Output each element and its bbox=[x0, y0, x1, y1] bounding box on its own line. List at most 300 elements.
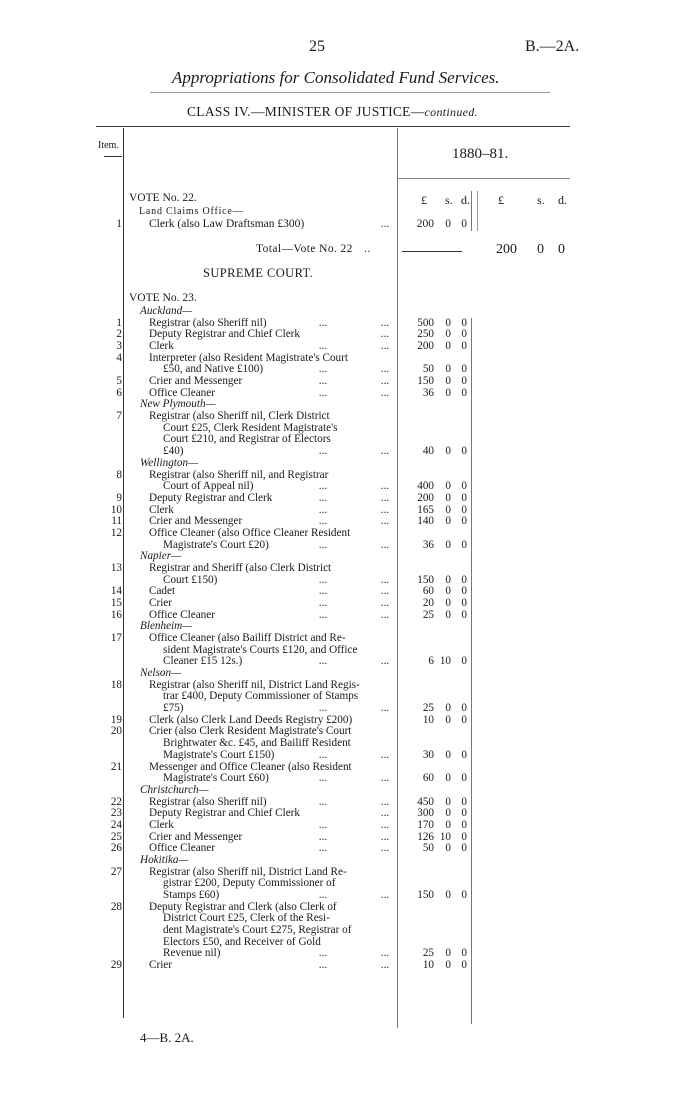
item-description: Office Cleaner (also Office Cleaner Resident bbox=[149, 526, 351, 539]
leader-dots-left: ... bbox=[318, 363, 328, 376]
item-description-continued: Brightwater &c. £45, and Bailiff Resident bbox=[163, 737, 351, 750]
vote-23-item-continuation bbox=[0, 645, 700, 657]
vote-23-item bbox=[0, 843, 700, 855]
amount-pounds: 10 bbox=[422, 959, 434, 972]
amount-pounds: 30 bbox=[422, 748, 434, 761]
vote-22-total-pence: 0 bbox=[558, 242, 565, 257]
item-description-continued: Court £210, and Registrar of Electors bbox=[163, 433, 331, 446]
vote-23-item bbox=[0, 960, 700, 972]
item-description-continued: gistrar £200, Deputy Commissioner of bbox=[163, 877, 336, 890]
item-number: 25 bbox=[110, 830, 122, 843]
leader-dots-left: ... bbox=[318, 515, 328, 528]
amount-pounds: 165 bbox=[417, 503, 434, 516]
item-column-header: Item. bbox=[98, 140, 119, 151]
vote-23-item-continuation bbox=[0, 937, 700, 949]
item-number: 28 bbox=[110, 900, 122, 913]
currency-pound-header-1: £ bbox=[421, 193, 427, 207]
leader-dots: ... bbox=[380, 218, 390, 230]
item-number: 9 bbox=[116, 491, 122, 504]
location-name: Auckland— bbox=[140, 305, 193, 317]
vote-22-total-pounds: 200 bbox=[496, 242, 517, 257]
vote-22-total-shillings: 0 bbox=[537, 242, 544, 257]
amount-pounds: 200 bbox=[417, 340, 434, 353]
amount-pence: 0 bbox=[461, 503, 467, 516]
amount-shillings: 0 bbox=[445, 947, 451, 960]
amount-shillings: 0 bbox=[445, 842, 451, 855]
currency-pound-header-2: £ bbox=[498, 193, 504, 207]
item-number: 16 bbox=[110, 608, 122, 621]
item-header-rule bbox=[104, 156, 122, 157]
item-number: 21 bbox=[110, 760, 122, 773]
amount-pounds: 50 bbox=[422, 842, 434, 855]
vote-23-item bbox=[0, 388, 700, 400]
leader-dots: ... bbox=[380, 375, 390, 388]
leader-dots-left: ... bbox=[318, 818, 328, 831]
item-number: 29 bbox=[110, 959, 122, 972]
leader-dots-left: ... bbox=[318, 480, 328, 493]
item-description-continued: trar £400, Deputy Commissioner of Stamps bbox=[163, 690, 359, 703]
location-heading bbox=[0, 458, 700, 470]
amount-shillings: 0 bbox=[445, 480, 451, 493]
item-description-continued: Electors £50, and Receiver of Gold bbox=[163, 935, 321, 948]
amount-pounds: 150 bbox=[417, 573, 434, 586]
amount-shillings: 0 bbox=[445, 748, 451, 761]
item-number: 15 bbox=[110, 597, 122, 609]
item-number: 7 bbox=[116, 410, 122, 423]
item-number: 12 bbox=[110, 526, 122, 539]
vote-23-item-continuation bbox=[0, 750, 700, 762]
vote-23-heading: VOTE No. 23. bbox=[129, 292, 197, 304]
location-name: Christchurch— bbox=[140, 783, 209, 796]
leader-dots-left: ... bbox=[318, 573, 328, 586]
page-footer: 4—B. 2A. bbox=[140, 1030, 194, 1045]
leader-dots: ... bbox=[380, 445, 390, 458]
vote-23-item bbox=[0, 633, 700, 645]
amount-pounds: 25 bbox=[422, 702, 434, 715]
vote-23-item bbox=[0, 528, 700, 540]
item-description: Registrar and Sheriff (also Clerk District bbox=[149, 561, 332, 574]
currency-shilling-header-2: s. bbox=[537, 193, 545, 207]
table-top-rule bbox=[96, 126, 570, 127]
vote-23-item-continuation bbox=[0, 703, 700, 715]
item-description: Crier (also Clerk Resident Magistrate's Court bbox=[149, 725, 352, 738]
amount-pounds: 6 bbox=[428, 655, 434, 668]
leader-dots-left: ... bbox=[318, 830, 328, 843]
leader-dots: ... bbox=[380, 842, 390, 855]
amount-pounds: 40 bbox=[422, 445, 434, 458]
amount-pence: 0 bbox=[461, 818, 467, 831]
location-name: Hokitika— bbox=[140, 853, 189, 866]
item-description: Registrar (also Sheriff nil, District Land Regis- bbox=[149, 678, 360, 691]
amount-pounds: 200 bbox=[416, 218, 434, 230]
amount-pence: 0 bbox=[461, 538, 467, 551]
location-name: Wellington— bbox=[140, 456, 199, 469]
vote-23-item-continuation bbox=[0, 691, 700, 703]
leader-dots: ... bbox=[380, 538, 390, 551]
item-description-continued: £75) bbox=[163, 702, 184, 715]
amount-pence: 0 bbox=[461, 947, 467, 960]
amount-pounds: 150 bbox=[417, 375, 434, 388]
title-rule bbox=[150, 92, 550, 93]
vote-23-item-continuation bbox=[0, 890, 700, 902]
vote-23-item-continuation bbox=[0, 540, 700, 552]
vote-23-item-continuation bbox=[0, 434, 700, 446]
amount-pence: 0 bbox=[461, 702, 467, 715]
leader-dots-left: ... bbox=[318, 340, 328, 353]
amount-shillings: 0 bbox=[445, 597, 451, 609]
item-number: 23 bbox=[110, 807, 122, 820]
leader-dots-left: ... bbox=[318, 445, 328, 458]
vote-23-item-continuation bbox=[0, 948, 700, 960]
location-name: Nelson— bbox=[140, 667, 182, 680]
item-number: 1 bbox=[116, 218, 122, 230]
location-heading bbox=[0, 399, 700, 411]
leader-dots: ... bbox=[380, 772, 390, 785]
item-description: Registrar (also Sheriff nil, Clerk District bbox=[149, 410, 330, 423]
vote-23-item bbox=[0, 867, 700, 879]
vote-22-total-rule-left bbox=[402, 251, 462, 252]
item-description-continued: Magistrate's Court £150) bbox=[163, 748, 275, 761]
total-dots: .. bbox=[364, 243, 371, 255]
vote-23-item bbox=[0, 762, 700, 774]
leader-dots: ... bbox=[380, 340, 390, 353]
amount-pounds: 250 bbox=[417, 328, 434, 341]
item-number: 27 bbox=[110, 865, 122, 878]
vote-23-item bbox=[0, 832, 700, 844]
page-number: 25 bbox=[309, 38, 325, 55]
item-description-continued: Revenue nil) bbox=[163, 947, 221, 960]
amount-shillings: 10 bbox=[439, 655, 451, 668]
item-number: 20 bbox=[110, 725, 122, 738]
vote-23-item bbox=[0, 341, 700, 353]
item-description: Messenger and Office Cleaner (also Resident bbox=[149, 760, 352, 773]
amount-pence: 0 bbox=[461, 959, 467, 972]
leader-dots-left: ... bbox=[318, 585, 328, 598]
leader-dots: ... bbox=[380, 702, 390, 715]
amount-pence: 0 bbox=[461, 515, 467, 528]
amount-pounds: 10 bbox=[422, 713, 434, 726]
amount-shillings: 0 bbox=[445, 795, 451, 808]
amount-shillings: 0 bbox=[445, 585, 451, 598]
item-description: Office Cleaner bbox=[149, 842, 215, 855]
total-label-text: Total—Vote No. 22 bbox=[256, 243, 353, 255]
item-description-continued: Cleaner £15 12s.) bbox=[163, 655, 243, 668]
item-description: Crier bbox=[149, 597, 172, 609]
amount-pence: 0 bbox=[461, 748, 467, 761]
amount-pence: 0 bbox=[461, 386, 467, 399]
leader-dots-left: ... bbox=[318, 947, 328, 960]
leader-dots-left: ... bbox=[318, 597, 328, 609]
item-number: 6 bbox=[116, 386, 122, 399]
class-subtitle-text: CLASS IV.—MINISTER OF JUSTICE— bbox=[187, 104, 425, 119]
currency-pence-header-1: d. bbox=[461, 193, 470, 207]
item-number: 11 bbox=[111, 515, 122, 528]
leader-dots-left: ... bbox=[318, 889, 328, 901]
amount-pounds: 300 bbox=[417, 807, 434, 820]
amount-shillings: 0 bbox=[445, 503, 451, 516]
location-heading bbox=[0, 621, 700, 633]
amount-shillings: 0 bbox=[445, 608, 451, 621]
leader-dots: ... bbox=[380, 959, 390, 972]
item-description: Office Cleaner bbox=[149, 386, 215, 399]
location-name: Blenheim— bbox=[140, 620, 193, 633]
item-number: 4 bbox=[116, 351, 122, 364]
vote-23-item-continuation bbox=[0, 423, 700, 435]
amount-pence: 0 bbox=[461, 491, 467, 504]
class-subtitle-continued: continued. bbox=[424, 105, 478, 119]
leader-dots-left: ... bbox=[318, 959, 328, 972]
vote-23-item-continuation bbox=[0, 575, 700, 587]
amount-pence: 0 bbox=[461, 830, 467, 843]
vote-23-item bbox=[0, 598, 700, 610]
amount-pounds: 170 bbox=[417, 818, 434, 831]
vote-23-item bbox=[0, 808, 700, 820]
leader-dots: ... bbox=[380, 363, 390, 376]
item-description: Registrar (also Sheriff nil) bbox=[149, 795, 267, 808]
vote-22-item-1 bbox=[0, 219, 700, 231]
item-number: 10 bbox=[110, 503, 122, 516]
item-description: Interpreter (also Resident Magistrate's Court bbox=[149, 351, 348, 364]
amount-shillings: 0 bbox=[445, 375, 451, 388]
amount-shillings: 0 bbox=[445, 818, 451, 831]
location-heading bbox=[0, 551, 700, 563]
vote-23-item bbox=[0, 516, 700, 528]
amount-pounds: 60 bbox=[422, 585, 434, 598]
vote-23-item-continuation bbox=[0, 364, 700, 376]
amount-pounds: 25 bbox=[422, 608, 434, 621]
item-description: Deputy Registrar and Chief Clerk bbox=[149, 807, 300, 820]
amount-shillings: 0 bbox=[445, 889, 451, 901]
vote-23-item bbox=[0, 411, 700, 423]
amount-pence: 0 bbox=[461, 795, 467, 808]
leader-dots-left: ... bbox=[318, 795, 328, 808]
leader-dots: ... bbox=[380, 807, 390, 820]
amount-pounds: 50 bbox=[422, 363, 434, 376]
leader-dots: ... bbox=[380, 480, 390, 493]
vote-23-item bbox=[0, 353, 700, 365]
amount-pence: 0 bbox=[461, 316, 467, 329]
item-description: Crier and Messenger bbox=[149, 830, 243, 843]
amount-pence: 0 bbox=[461, 597, 467, 609]
location-heading bbox=[0, 306, 700, 318]
amount-shillings: 0 bbox=[445, 713, 451, 726]
amount-pence: 0 bbox=[461, 585, 467, 598]
vote-23-item bbox=[0, 318, 700, 330]
item-description: Clerk (also Clerk Land Deeds Registry £200) bbox=[149, 713, 353, 726]
vote-23-item-continuation bbox=[0, 481, 700, 493]
item-description: Clerk bbox=[149, 340, 174, 353]
item-description: Cadet bbox=[149, 585, 176, 598]
document-reference: B.—2A. bbox=[525, 38, 580, 55]
vote-23-item-continuation bbox=[0, 878, 700, 890]
item-description: Clerk bbox=[149, 818, 174, 831]
amount-pence: 0 bbox=[461, 842, 467, 855]
amount-pence: 0 bbox=[461, 340, 467, 353]
item-description-continued: £40) bbox=[163, 445, 184, 458]
location-heading bbox=[0, 855, 700, 867]
amount-pounds: 400 bbox=[417, 480, 434, 493]
amount-pence: 0 bbox=[461, 375, 467, 388]
item-description: Deputy Registrar and Clerk (also Clerk of bbox=[149, 900, 337, 913]
amount-shillings: 0 bbox=[445, 702, 451, 715]
leader-dots-left: ... bbox=[318, 375, 328, 388]
vote-23-item bbox=[0, 329, 700, 341]
leader-dots-left: ... bbox=[318, 702, 328, 715]
amount-pence: 0 bbox=[461, 772, 467, 785]
item-number: 19 bbox=[110, 713, 122, 726]
item-description: Registrar (also Sheriff nil) bbox=[149, 316, 267, 329]
amount-shillings: 0 bbox=[445, 328, 451, 341]
item-description-continued: Stamps £60) bbox=[163, 889, 220, 901]
amount-pence: 0 bbox=[461, 713, 467, 726]
leader-dots: ... bbox=[380, 830, 390, 843]
item-number: 2 bbox=[116, 328, 122, 341]
item-description-continued: Magistrate's Court £60) bbox=[163, 772, 269, 785]
item-number: 1 bbox=[116, 316, 122, 329]
amount-shillings: 0 bbox=[445, 538, 451, 551]
item-description-continued: Court £25, Clerk Resident Magistrate's bbox=[163, 421, 338, 434]
leader-dots: ... bbox=[380, 316, 390, 329]
amount-shillings: 0 bbox=[445, 491, 451, 504]
amount-pounds: 36 bbox=[422, 538, 434, 551]
leader-dots: ... bbox=[380, 889, 390, 901]
amount-pence: 0 bbox=[461, 807, 467, 820]
item-description-continued: £50, and Native £100) bbox=[163, 363, 264, 376]
amount-pounds: 20 bbox=[422, 597, 434, 609]
vote-23-item-continuation bbox=[0, 925, 700, 937]
leader-dots: ... bbox=[380, 515, 390, 528]
amount-shillings: 0 bbox=[445, 340, 451, 353]
leader-dots-left: ... bbox=[318, 538, 328, 551]
class-subtitle bbox=[187, 104, 478, 120]
leader-dots-left: ... bbox=[318, 491, 328, 504]
item-description: Deputy Registrar and Clerk bbox=[149, 491, 273, 504]
item-number: 3 bbox=[116, 340, 122, 353]
leader-dots: ... bbox=[380, 585, 390, 598]
vote-22-heading: VOTE No. 22. bbox=[129, 192, 197, 204]
vote-23-item-continuation bbox=[0, 656, 700, 668]
leader-dots-left: ... bbox=[318, 608, 328, 621]
amount-shillings: 0 bbox=[445, 386, 451, 399]
item-description: Clerk (also Law Draftsman £300) bbox=[149, 218, 305, 230]
vote-23-item bbox=[0, 493, 700, 505]
amount-pounds: 126 bbox=[417, 830, 434, 843]
vote-23-item bbox=[0, 902, 700, 914]
item-description-continued: Court of Appeal nil) bbox=[163, 480, 254, 493]
location-heading bbox=[0, 668, 700, 680]
leader-dots: ... bbox=[380, 608, 390, 621]
amount-shillings: 0 bbox=[445, 515, 451, 528]
item-description: Registrar (also Sheriff nil, District Land Re- bbox=[149, 865, 347, 878]
year-header-rule bbox=[398, 178, 570, 179]
item-description-continued: dent Magistrate's Court £275, Registrar of bbox=[163, 924, 352, 937]
amount-pounds: 60 bbox=[422, 772, 434, 785]
currency-shilling-header-1: s. bbox=[445, 193, 453, 207]
amount-pence: 0 bbox=[461, 328, 467, 341]
item-description-continued: sident Magistrate's Courts £120, and Office bbox=[163, 643, 358, 656]
leader-dots: ... bbox=[380, 655, 390, 668]
leader-dots-left: ... bbox=[318, 772, 328, 785]
item-description: Office Cleaner bbox=[149, 608, 215, 621]
vote-23-item bbox=[0, 820, 700, 832]
amount-pounds: 200 bbox=[417, 491, 434, 504]
location-heading bbox=[0, 785, 700, 797]
item-description: Office Cleaner (also Bailiff District and Re- bbox=[149, 632, 346, 645]
item-description: Crier and Messenger bbox=[149, 515, 243, 528]
item-number: 24 bbox=[110, 818, 122, 831]
vote-22-total-label bbox=[256, 243, 371, 255]
item-description: Deputy Registrar and Chief Clerk bbox=[149, 328, 300, 341]
vote-23-item-continuation bbox=[0, 738, 700, 750]
item-number: 8 bbox=[116, 468, 122, 481]
leader-dots: ... bbox=[380, 597, 390, 609]
location-name: Napier— bbox=[140, 550, 182, 563]
amount-shillings: 0 bbox=[445, 218, 451, 230]
vote-23-item bbox=[0, 376, 700, 388]
amount-pence: 0 bbox=[461, 608, 467, 621]
leader-dots: ... bbox=[380, 491, 390, 504]
amount-pounds: 25 bbox=[422, 947, 434, 960]
leader-dots-left: ... bbox=[318, 386, 328, 399]
item-number: 17 bbox=[110, 632, 122, 645]
vote-23-item bbox=[0, 563, 700, 575]
amount-pounds: 140 bbox=[417, 515, 434, 528]
amount-pounds: 450 bbox=[417, 795, 434, 808]
amount-pounds: 150 bbox=[417, 889, 434, 901]
item-number: 22 bbox=[110, 795, 122, 808]
leader-dots: ... bbox=[380, 503, 390, 516]
year-column-header: 1880–81. bbox=[452, 146, 509, 162]
amount-pence: 0 bbox=[461, 218, 467, 230]
amount-pence: 0 bbox=[461, 480, 467, 493]
item-description: Clerk bbox=[149, 503, 174, 516]
leader-dots-left: ... bbox=[318, 503, 328, 516]
amount-shillings: 0 bbox=[445, 807, 451, 820]
location-name: New Plymouth— bbox=[140, 398, 216, 411]
item-number: 13 bbox=[110, 561, 122, 574]
leader-dots: ... bbox=[380, 818, 390, 831]
vote-23-item-continuation bbox=[0, 446, 700, 458]
item-description: Crier bbox=[149, 959, 172, 972]
leader-dots: ... bbox=[380, 573, 390, 586]
amount-pounds: 36 bbox=[422, 386, 434, 399]
item-description-continued: Magistrate's Court £20) bbox=[163, 538, 269, 551]
amount-shillings: 0 bbox=[445, 959, 451, 972]
supreme-court-heading: SUPREME COURT. bbox=[203, 266, 314, 280]
amount-shillings: 10 bbox=[439, 830, 451, 843]
leader-dots-left: ... bbox=[318, 655, 328, 668]
leader-dots: ... bbox=[380, 748, 390, 761]
amount-pence: 0 bbox=[461, 889, 467, 901]
item-description-continued: District Court £25, Clerk of the Resi- bbox=[163, 912, 330, 925]
leader-dots: ... bbox=[380, 795, 390, 808]
amount-pence: 0 bbox=[461, 655, 467, 668]
vote-22-section: Land Claims Office— bbox=[139, 206, 244, 217]
leader-dots-left: ... bbox=[318, 748, 328, 761]
amount-shillings: 0 bbox=[445, 772, 451, 785]
vote-23-item bbox=[0, 470, 700, 482]
amount-shillings: 0 bbox=[445, 573, 451, 586]
amount-shillings: 0 bbox=[445, 363, 451, 376]
amount-shillings: 0 bbox=[445, 316, 451, 329]
item-description: Registrar (also Sheriff nil, and Registrar bbox=[149, 468, 329, 481]
item-number: 26 bbox=[110, 842, 122, 855]
vote-23-item bbox=[0, 586, 700, 598]
amount-pounds: 500 bbox=[417, 316, 434, 329]
currency-pence-header-2: d. bbox=[558, 193, 567, 207]
amount-pence: 0 bbox=[461, 573, 467, 586]
item-number: 5 bbox=[116, 375, 122, 388]
